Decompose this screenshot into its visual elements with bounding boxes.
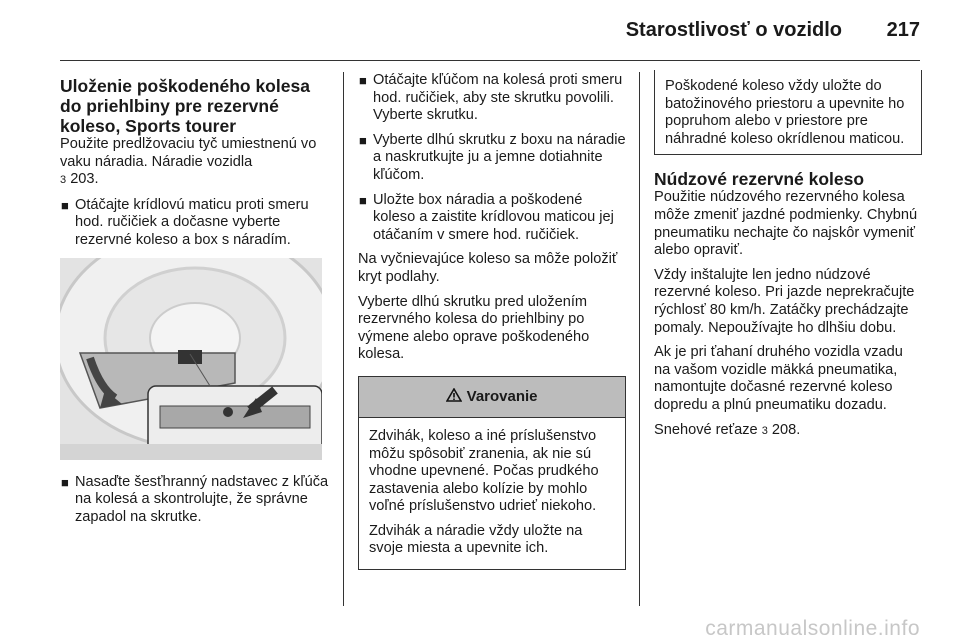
bullet-icon: ■	[359, 192, 367, 208]
list-item: ■ Otáčajte krídlovú maticu proti smeru hod. ručičiek a dočasne vyberte rezervné koleso a box s náradím.	[61, 196, 309, 248]
warning-triangle-icon	[446, 388, 466, 405]
illustration-svg	[60, 258, 322, 460]
cross-reference-icon: 3	[761, 424, 768, 437]
paragraph: Ak je pri ťahaní druhého vozidla vzadu na vašom vozidle mäkká pneumatika, namontujte dočasné rezervné koleso dopredu a plnú pneumatiku dozadu.	[654, 344, 903, 413]
page-header	[0, 0, 960, 60]
paragraph: Vyberte dlhú skrutku pred uložením rezervného kolesa do priehlbiny po výmene alebo oprave poškodeného kolesa.	[358, 293, 590, 363]
warning-title: Varovanie	[466, 387, 538, 405]
paragraph: Vždy inštalujte len jedno núdzové rezervné koleso. Pri jazde neprekračujte rýchlosť 80 km/h. Zatáčky prechádzajte pomaly. Nepoužívajte ho dlhšiu dobu.	[654, 266, 915, 336]
paragraph: Použitie núdzového rezervného kolesa môže zmeniť jazdné podmienky. Chybnú pneumatiku nechajte čo najskôr vymeniť alebo opraviť.	[654, 189, 918, 259]
watermark: carmanualsonline.info	[705, 617, 920, 640]
note-box: Poškodené koleso vždy uložte do batožinového priestoru a upevnite ho popruhom alebo v priestore pre náhradné koleso okrídlenou maticou.	[654, 70, 922, 155]
warning-header	[359, 377, 625, 418]
warning-paragraph: Zdvihák a náradie vždy uložte na svoje miesta a upevnite ich.	[369, 522, 583, 557]
section-title: Starostlivosť o vozidlo	[625, 19, 842, 41]
column-divider-2	[639, 72, 640, 606]
bullet-icon: ■	[359, 73, 367, 88]
bullet-icon: ■	[359, 132, 367, 148]
list-item: ■ Nasaďte šesťhranný nadstavec z kľúča na kolesá a skontrolujte, že správne zapadol na skrutke.	[61, 473, 329, 525]
warning-box	[358, 376, 626, 570]
warning-body	[359, 418, 625, 569]
cross-reference-icon: 3	[60, 174, 67, 187]
page-ref[interactable]: 208.	[771, 421, 801, 438]
intro-page-ref[interactable]: 203.	[70, 171, 99, 188]
column-divider-1	[343, 72, 344, 606]
bullet-icon: ■	[61, 474, 69, 490]
spare-wheel-illustration	[60, 258, 322, 460]
paragraph: Snehové reťaze 3 208.	[654, 421, 801, 438]
list-item: ■ Uložte box náradia a poškodené koleso a zaistite krídlovou maticou jej otáčaním v smere hod. ručičiek.	[359, 191, 614, 243]
list-item: ■ Otáčajte kľúčom na kolesá proti smeru hod. ručičiek, aby ste skrutku povolili. Vyberte skrutku.	[359, 72, 623, 124]
column-1	[60, 72, 335, 533]
column-2	[358, 72, 626, 570]
paragraph: Na vyčnievajúce koleso sa môže položiť kryt podlahy.	[358, 251, 618, 285]
warning-paragraph: Zdvihák, koleso a iné príslušenstvo môžu spôsobiť zranenia, ak nie sú vhodne upevnené. Počas prudkého zastavenia alebo kolízie by mohlo voľné príslušenstvo udrieť niekoho.	[369, 427, 599, 515]
page-number: 217	[886, 19, 920, 41]
bullet-icon: ■	[61, 197, 69, 213]
section-heading: Uloženie poškodeného kolesa do priehlbiny pre rezervné koleso, Sports tourer	[60, 76, 310, 136]
list-item: ■ Vyberte dlhú skrutku z boxu na náradie a naskrutkujte ju a jemne dotiahnite kľúčom.	[359, 131, 626, 183]
column-3	[654, 72, 922, 447]
header-rule	[60, 60, 920, 61]
intro-paragraph: Použite predlžovaciu tyč umiestnenú vo vaku náradia. Náradie vozidla 3 203.	[60, 136, 317, 188]
section-heading: Núdzové rezervné koleso	[654, 169, 865, 190]
